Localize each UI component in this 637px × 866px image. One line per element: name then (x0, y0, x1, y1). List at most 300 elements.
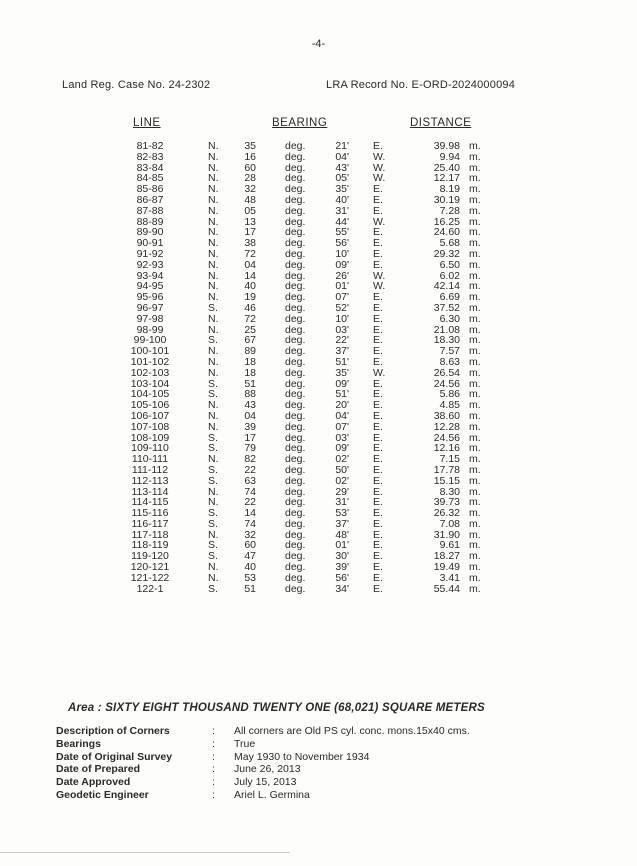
minutes-cell: 03' (335, 323, 349, 336)
ew-direction-cell: E. (373, 226, 383, 239)
deg-label: deg. (285, 193, 306, 206)
table-row (0, 487, 637, 498)
degrees-cell: 35 (244, 140, 256, 152)
deg-label: deg. (285, 291, 306, 304)
degrees-cell: 04 (244, 258, 256, 271)
degrees-cell: 28 (244, 172, 256, 185)
minutes-cell: 31' (335, 204, 349, 217)
ew-direction-cell: E. (373, 561, 383, 574)
ew-direction-cell: E. (373, 355, 383, 368)
deg-label: deg. (285, 204, 306, 217)
line-cell: 93-94 (136, 269, 164, 282)
minutes-cell: 44' (335, 215, 349, 228)
ns-direction-cell: N. (208, 528, 219, 541)
detail-value: June 26, 2013 (234, 763, 301, 775)
line-cell: 89-90 (136, 226, 164, 239)
distance-cell: 5.86 (439, 388, 460, 401)
unit-label: m. (469, 507, 481, 520)
unit-label: m. (469, 291, 481, 304)
line-cell: 106-107 (130, 409, 170, 422)
table-row (0, 562, 637, 573)
unit-label: m. (469, 561, 481, 574)
table-row (0, 152, 637, 163)
ew-direction-cell: E. (373, 442, 383, 455)
degrees-cell: 38 (244, 237, 256, 250)
deg-label: deg. (285, 345, 306, 358)
detail-label: Geodetic Engineer (56, 789, 149, 801)
ns-direction-cell: S. (208, 539, 218, 552)
deg-label: deg. (285, 399, 306, 412)
ew-direction-cell: E. (373, 528, 383, 541)
ns-direction-cell: N. (208, 571, 219, 584)
ew-direction-cell: W. (373, 269, 386, 282)
line-cell: 117-118 (131, 528, 169, 541)
detail-value: July 15, 2013 (234, 776, 297, 788)
table-row (0, 217, 637, 228)
table-row (0, 540, 637, 551)
ns-direction-cell: N. (208, 215, 219, 228)
unit-label: m. (469, 528, 481, 541)
degrees-cell: 51 (244, 582, 256, 595)
degrees-cell: 63 (244, 474, 256, 487)
deg-label: deg. (285, 528, 306, 541)
detail-label: Bearings (56, 738, 101, 750)
unit-label: m. (469, 496, 481, 509)
minutes-cell: 20' (335, 399, 349, 412)
distance-cell: 9.94 (439, 150, 460, 163)
deg-label: deg. (285, 355, 306, 368)
distance-cell: 4.85 (439, 399, 460, 412)
unit-label: m. (469, 172, 481, 185)
distance-cell: 7.08 (439, 517, 460, 530)
ew-direction-cell: W. (373, 280, 386, 293)
table-row (0, 357, 637, 368)
degrees-cell: 79 (244, 442, 256, 455)
minutes-cell: 55' (335, 226, 349, 239)
degrees-cell: 89 (244, 345, 256, 358)
ew-direction-cell: E. (373, 496, 383, 509)
unit-label: m. (469, 550, 481, 563)
degrees-cell: 13 (244, 215, 256, 228)
unit-label: m. (469, 226, 481, 239)
column-header-distance: DISTANCE (410, 117, 472, 129)
ew-direction-cell: E. (373, 388, 383, 401)
ew-direction-cell: E. (373, 140, 383, 152)
distance-cell: 12.17 (433, 172, 460, 185)
line-cell: 87-88 (136, 204, 164, 217)
ns-direction-cell: N. (208, 345, 219, 358)
line-cell: 112-113 (131, 474, 169, 487)
detail-value: True (234, 738, 256, 750)
unit-label: m. (469, 474, 481, 487)
distance-cell: 26.54 (433, 366, 460, 379)
ew-direction-cell: E. (373, 571, 383, 584)
degrees-cell: 18 (244, 355, 256, 368)
minutes-cell: 34' (335, 582, 349, 595)
minutes-cell: 03' (335, 431, 349, 444)
ns-direction-cell: S. (208, 474, 218, 487)
ew-direction-cell: E. (373, 237, 383, 250)
ew-direction-cell: E. (373, 377, 383, 390)
detail-value: Ariel L. Germina (234, 789, 310, 801)
table-row (0, 335, 637, 346)
minutes-cell: 40' (335, 193, 349, 206)
ew-direction-cell: E. (373, 312, 383, 325)
line-cell: 108-109 (130, 431, 170, 444)
ew-direction-cell: W. (373, 366, 386, 379)
table-row (0, 433, 637, 444)
detail-label: Date Approved (56, 776, 131, 788)
detail-colon: : (212, 738, 215, 750)
distance-cell: 12.16 (433, 442, 460, 455)
area-statement: Area : SIXTY EIGHT THOUSAND TWENTY ONE (68,021) SQUARE METERS (68, 702, 485, 714)
distance-cell: 25.40 (433, 161, 460, 174)
deg-label: deg. (285, 237, 306, 250)
ns-direction-cell: N. (208, 409, 219, 422)
deg-label: deg. (285, 334, 306, 347)
distance-cell: 5.68 (439, 237, 460, 250)
table-row (0, 195, 637, 206)
minutes-cell: 10' (335, 312, 349, 325)
line-cell: 104-105 (130, 388, 170, 401)
line-cell: 107-108 (130, 420, 170, 433)
unit-label: m. (469, 366, 481, 379)
ns-direction-cell: N. (208, 140, 219, 152)
ew-direction-cell: E. (373, 399, 383, 412)
ew-direction-cell: E. (373, 258, 383, 271)
distance-cell: 24.56 (433, 377, 460, 390)
line-cell: 105-106 (130, 399, 170, 412)
ns-direction-cell: S. (208, 431, 218, 444)
line-cell: 101-102 (130, 355, 170, 368)
line-cell: 91-92 (136, 247, 164, 260)
deg-label: deg. (285, 150, 306, 163)
unit-label: m. (469, 269, 481, 282)
minutes-cell: 22' (335, 334, 349, 347)
minutes-cell: 26' (335, 269, 349, 282)
table-row (0, 443, 637, 454)
deg-label: deg. (285, 247, 306, 260)
ns-direction-cell: N. (208, 183, 219, 196)
ns-direction-cell: N. (208, 161, 219, 174)
ew-direction-cell: E. (373, 323, 383, 336)
ns-direction-cell: N. (208, 172, 219, 185)
line-cell: 83-84 (136, 161, 164, 174)
distance-cell: 31.90 (433, 528, 460, 541)
line-cell: 94-95 (136, 280, 164, 293)
line-cell: 115-116 (131, 507, 169, 520)
minutes-cell: 37' (335, 345, 349, 358)
ew-direction-cell: E. (373, 291, 383, 304)
ns-direction-cell: N. (208, 312, 219, 325)
line-cell: 95-96 (136, 291, 164, 304)
distance-cell: 8.63 (439, 355, 460, 368)
unit-label: m. (469, 323, 481, 336)
ns-direction-cell: N. (208, 355, 219, 368)
degrees-cell: 43 (244, 399, 256, 412)
ew-direction-cell: E. (373, 247, 383, 260)
unit-label: m. (469, 453, 481, 466)
minutes-cell: 29' (335, 485, 349, 498)
line-cell: 86-87 (136, 193, 164, 206)
ew-direction-cell: E. (373, 420, 383, 433)
distance-cell: 29.32 (433, 247, 460, 260)
degrees-cell: 32 (244, 183, 256, 196)
degrees-cell: 19 (244, 291, 256, 304)
ew-direction-cell: E. (373, 183, 383, 196)
minutes-cell: 35' (335, 366, 349, 379)
line-cell: 96-97 (136, 301, 164, 314)
degrees-cell: 48 (244, 193, 256, 206)
table-row (0, 411, 637, 422)
unit-label: m. (469, 485, 481, 498)
unit-label: m. (469, 237, 481, 250)
distance-cell: 17.78 (433, 463, 460, 476)
minutes-cell: 09' (335, 377, 349, 390)
degrees-cell: 40 (244, 280, 256, 293)
ns-direction-cell: N. (208, 204, 219, 217)
line-cell: 85-86 (136, 183, 164, 196)
minutes-cell: 04' (335, 150, 349, 163)
ew-direction-cell: E. (373, 453, 383, 466)
table-row (0, 260, 637, 271)
deg-label: deg. (285, 571, 306, 584)
ns-direction-cell: N. (208, 420, 219, 433)
unit-label: m. (469, 409, 481, 422)
distance-cell: 15.15 (433, 474, 460, 487)
distance-cell: 6.69 (439, 291, 460, 304)
deg-label: deg. (285, 140, 306, 152)
detail-colon: : (212, 763, 215, 775)
table-row (0, 465, 637, 476)
minutes-cell: 51' (335, 388, 349, 401)
deg-label: deg. (285, 366, 306, 379)
ew-direction-cell: E. (373, 345, 383, 358)
minutes-cell: 02' (335, 474, 349, 487)
detail-value: All corners are Old PS cyl. conc. mons.15x40 cms. (234, 725, 470, 737)
deg-label: deg. (285, 377, 306, 390)
deg-label: deg. (285, 474, 306, 487)
degrees-cell: 40 (244, 561, 256, 574)
ns-direction-cell: N. (208, 496, 219, 509)
footer-rule (0, 852, 290, 853)
deg-label: deg. (285, 258, 306, 271)
unit-label: m. (469, 193, 481, 206)
distance-cell: 24.60 (433, 226, 460, 239)
line-cell: 116-117 (131, 517, 169, 530)
ns-direction-cell: S. (208, 334, 218, 347)
distance-cell: 39.98 (433, 140, 460, 152)
deg-label: deg. (285, 388, 306, 401)
ew-direction-cell: E. (373, 204, 383, 217)
table-row (0, 325, 637, 336)
deg-label: deg. (285, 226, 306, 239)
deg-label: deg. (285, 280, 306, 293)
deg-label: deg. (285, 409, 306, 422)
minutes-cell: 05' (335, 172, 349, 185)
table-row (0, 368, 637, 379)
deg-label: deg. (285, 582, 306, 595)
degrees-cell: 22 (244, 496, 256, 509)
unit-label: m. (469, 247, 481, 260)
unit-label: m. (469, 517, 481, 530)
bearing-table (0, 141, 637, 594)
ew-direction-cell: E. (373, 334, 383, 347)
distance-cell: 24.56 (433, 431, 460, 444)
line-cell: 103-104 (130, 377, 170, 390)
table-row (0, 400, 637, 411)
table-row (0, 292, 637, 303)
table-row (0, 454, 637, 465)
unit-label: m. (469, 571, 481, 584)
detail-label: Date of Prepared (56, 763, 141, 775)
ns-direction-cell: S. (208, 463, 218, 476)
detail-colon: : (212, 725, 215, 737)
unit-label: m. (469, 463, 481, 476)
unit-label: m. (469, 334, 481, 347)
distance-cell: 7.15 (439, 453, 460, 466)
minutes-cell: 01' (335, 280, 349, 293)
deg-label: deg. (285, 453, 306, 466)
ew-direction-cell: E. (373, 431, 383, 444)
unit-label: m. (469, 301, 481, 314)
deg-label: deg. (285, 420, 306, 433)
ns-direction-cell: N. (208, 193, 219, 206)
column-header-line: LINE (133, 117, 161, 129)
degrees-cell: 14 (244, 269, 256, 282)
degrees-cell: 72 (244, 312, 256, 325)
distance-cell: 18.30 (433, 334, 460, 347)
deg-label: deg. (285, 183, 306, 196)
line-cell: 100-101 (130, 345, 170, 358)
detail-label: Date of Original Survey (56, 751, 173, 763)
line-cell: 98-99 (136, 323, 164, 336)
unit-label: m. (469, 431, 481, 444)
degrees-cell: 53 (244, 571, 256, 584)
unit-label: m. (469, 345, 481, 358)
table-row (0, 379, 637, 390)
unit-label: m. (469, 399, 481, 412)
deg-label: deg. (285, 561, 306, 574)
deg-label: deg. (285, 442, 306, 455)
degrees-cell: 47 (244, 550, 256, 563)
table-row (0, 346, 637, 357)
ew-direction-cell: W. (373, 215, 386, 228)
ns-direction-cell: S. (208, 442, 218, 455)
minutes-cell: 07' (335, 420, 349, 433)
distance-cell: 7.28 (439, 204, 460, 217)
line-cell: 92-93 (136, 258, 164, 271)
unit-label: m. (469, 377, 481, 390)
line-cell: 122-1 (136, 582, 164, 595)
distance-cell: 55.44 (433, 582, 460, 595)
line-cell: 82-83 (136, 150, 164, 163)
ew-direction-cell: E. (373, 301, 383, 314)
unit-label: m. (469, 204, 481, 217)
ns-direction-cell: N. (208, 323, 219, 336)
distance-cell: 37.52 (433, 301, 460, 314)
degrees-cell: 04 (244, 409, 256, 422)
degrees-cell: 18 (244, 366, 256, 379)
ns-direction-cell: N. (208, 366, 219, 379)
unit-label: m. (469, 312, 481, 325)
degrees-cell: 74 (244, 517, 256, 530)
degrees-cell: 05 (244, 204, 256, 217)
minutes-cell: 01' (335, 539, 349, 552)
ns-direction-cell: S. (208, 550, 218, 563)
ns-direction-cell: S. (208, 301, 218, 314)
deg-label: deg. (285, 323, 306, 336)
ew-direction-cell: E. (373, 582, 383, 595)
ew-direction-cell: W. (373, 172, 386, 185)
line-cell: 97-98 (136, 312, 164, 325)
distance-cell: 7.57 (439, 345, 460, 358)
minutes-cell: 09' (335, 258, 349, 271)
degrees-cell: 22 (244, 463, 256, 476)
degrees-cell: 39 (244, 420, 256, 433)
degrees-cell: 82 (244, 453, 256, 466)
minutes-cell: 21' (335, 140, 349, 152)
unit-label: m. (469, 442, 481, 455)
distance-cell: 19.49 (433, 561, 460, 574)
ns-direction-cell: N. (208, 280, 219, 293)
ew-direction-cell: E. (373, 463, 383, 476)
record-number: LRA Record No. E-ORD-2024000094 (326, 79, 516, 91)
distance-cell: 18.27 (433, 550, 460, 563)
ns-direction-cell: N. (208, 150, 219, 163)
minutes-cell: 37' (335, 517, 349, 530)
distance-cell: 3.41 (439, 571, 460, 584)
column-header-bearing: BEARING (272, 117, 328, 129)
ns-direction-cell: N. (208, 237, 219, 250)
ew-direction-cell: E. (373, 193, 383, 206)
unit-label: m. (469, 161, 481, 174)
unit-label: m. (469, 388, 481, 401)
deg-label: deg. (285, 215, 306, 228)
deg-label: deg. (285, 301, 306, 314)
line-cell: 121-122 (130, 571, 170, 584)
deg-label: deg. (285, 539, 306, 552)
degrees-cell: 67 (244, 334, 256, 347)
table-row (0, 519, 637, 530)
minutes-cell: 51' (335, 355, 349, 368)
distance-cell: 6.02 (439, 269, 460, 282)
distance-cell: 16.25 (433, 215, 460, 228)
line-cell: 102-103 (130, 366, 170, 379)
minutes-cell: 04' (335, 409, 349, 422)
minutes-cell: 56' (335, 237, 349, 250)
ns-direction-cell: N. (208, 291, 219, 304)
minutes-cell: 48' (335, 528, 349, 541)
table-row (0, 573, 637, 584)
deg-label: deg. (285, 496, 306, 509)
ew-direction-cell: W. (373, 150, 386, 163)
line-cell: 109-110 (131, 442, 169, 455)
distance-cell: 42.14 (433, 280, 460, 293)
distance-cell: 6.30 (439, 312, 460, 325)
table-row (0, 141, 637, 152)
degrees-cell: 74 (244, 485, 256, 498)
deg-label: deg. (285, 507, 306, 520)
ns-direction-cell: S. (208, 507, 218, 520)
ew-direction-cell: E. (373, 485, 383, 498)
degrees-cell: 16 (244, 150, 256, 163)
ns-direction-cell: S. (208, 582, 218, 595)
distance-cell: 8.30 (439, 485, 460, 498)
detail-colon: : (212, 751, 215, 763)
distance-cell: 9.61 (439, 539, 460, 552)
line-cell: 118-119 (131, 539, 169, 552)
